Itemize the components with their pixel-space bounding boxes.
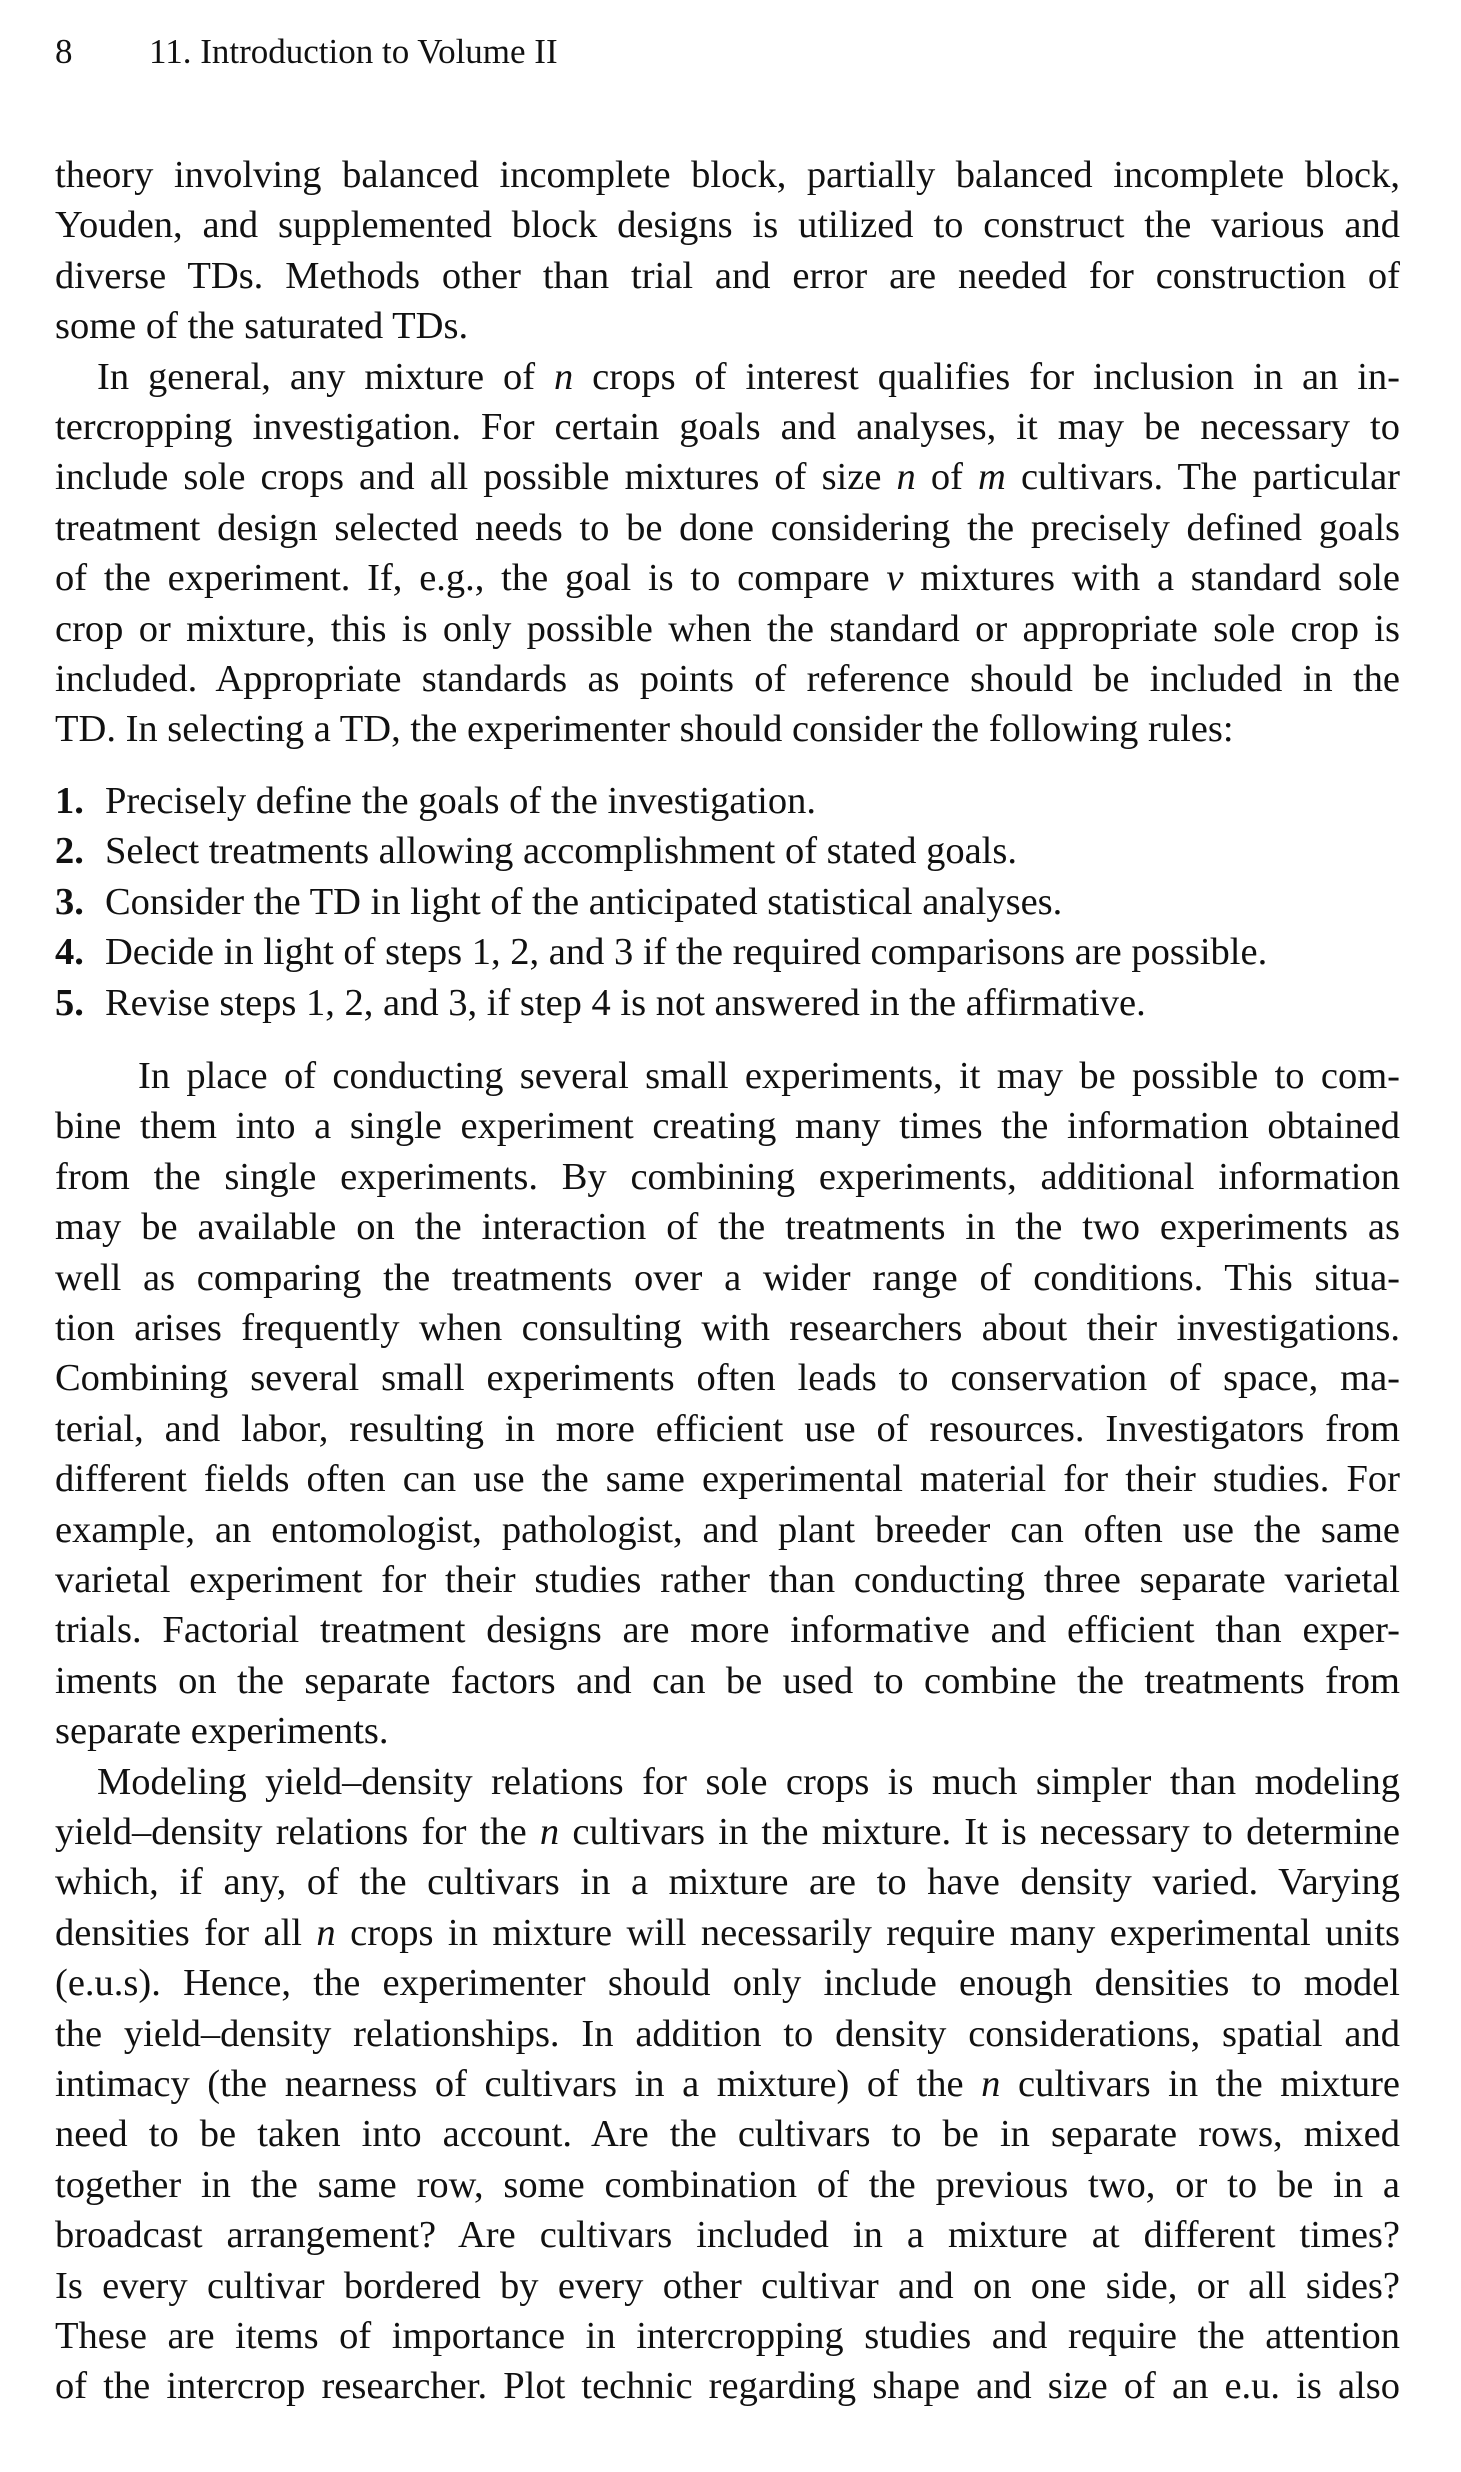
paragraph-td-construction <box>55 150 1400 352</box>
step-text: Select treatments allowing accomplishment of stated goals. <box>105 830 1017 873</box>
text-line: theory involving balanced incomplete block, partially balanced incomplete block, <box>55 154 1400 196</box>
step-text: Consider the TD in light of the anticipated statistical analyses. <box>105 880 1063 923</box>
step-text: Decide in light of steps 1, 2, and 3 if the required comparisons are possible. <box>105 931 1268 974</box>
text-line: yield–density relations for the n cultivars in the mixture. It is necessary to determine <box>55 1811 1400 1853</box>
text-line: include sole crops and all possible mixtures of size n of m cultivars. The particular <box>55 456 1400 499</box>
text-line: separate experiments. <box>55 1710 389 1753</box>
step-number: 3. <box>55 880 84 923</box>
text-line: bine them into a single experiment creating many times the information obtained <box>55 1105 1400 1148</box>
text-line: iments on the separate factors and can be used to combine the treatments from <box>55 1659 1400 1702</box>
page-number: 8 <box>55 32 73 71</box>
text-line: may be available on the interaction of the treatments in the two experiments as <box>55 1206 1400 1249</box>
text-line: Is every cultivar bordered by every other cultivar and on one side, or all sides? <box>55 2264 1400 2307</box>
paragraph-mixture-inclusion <box>55 352 1400 755</box>
text-line: Modeling yield–density relations for sole crops is much simpler than modeling <box>97 1760 1400 1803</box>
text-line: TD. In selecting a TD, the experimenter should consider the following rules: <box>55 708 1234 751</box>
text-line: different fields often can use the same experimental material for their studies. For <box>55 1458 1400 1501</box>
text-line: broadcast arrangement? Are cultivars included in a mixture at different times? <box>55 2214 1400 2257</box>
paragraph-yield-density <box>55 1757 1400 2412</box>
rules-list-item <box>55 877 1400 927</box>
text-line: diverse TDs. Methods other than trial and error are needed for construction of <box>55 254 1400 297</box>
text-line: of the experiment. If, e.g., the goal is to compare v mixtures with a standard sole <box>55 557 1400 600</box>
text-line: These are items of importance in intercropping studies and require the attention <box>55 2315 1400 2358</box>
rules-list-item <box>55 826 1400 876</box>
book-page <box>55 28 1400 2412</box>
text-line: In place of conducting several small experiments, it may be possible to com- <box>138 1054 1400 1097</box>
step-number: 1. <box>55 779 84 822</box>
rules-list-item <box>55 776 1400 826</box>
step-text: Revise steps 1, 2, and 3, if step 4 is not answered in the affirmative. <box>105 981 1146 1024</box>
text-line: densities for all n crops in mixture will necessarily require many experimental units <box>55 1911 1400 1954</box>
paragraph-combining-experiments <box>55 1051 1400 1757</box>
step-number: 5. <box>55 981 84 1024</box>
text-line: terial, and labor, resulting in more efficient use of resources. Investigators from <box>55 1407 1400 1450</box>
text-line: In general, any mixture of n crops of interest qualifies for inclusion in an in- <box>97 355 1400 398</box>
step-text: Precisely define the goals of the investigation. <box>105 779 816 822</box>
rules-list <box>55 776 1400 1028</box>
text-line: the yield–density relationships. In addition to density considerations, spatial and <box>55 2012 1400 2055</box>
text-line: varietal experiment for their studies rather than conducting three separate varietal <box>55 1558 1400 1601</box>
text-line: included. Appropriate standards as points of reference should be included in the <box>55 658 1400 701</box>
running-head <box>55 28 1400 76</box>
text-line: trials. Factorial treatment designs are more informative and efficient than exper- <box>55 1609 1400 1652</box>
text-line: intimacy (the nearness of cultivars in a mixture) of the n cultivars in the mixture <box>55 2063 1400 2106</box>
text-line: treatment design selected needs to be done considering the precisely defined goals <box>55 506 1400 549</box>
text-line: well as comparing the treatments over a wider range of conditions. This situa- <box>55 1256 1400 1299</box>
body-text <box>55 150 1400 2412</box>
text-line: which, if any, of the cultivars in a mixture are to have density varied. Varying <box>55 1861 1400 1904</box>
text-line: example, an entomologist, pathologist, and plant breeder can often use the same <box>55 1508 1400 1551</box>
text-line: Combining several small experiments often leads to conservation of space, ma- <box>55 1357 1400 1400</box>
rules-list-item <box>55 978 1400 1028</box>
text-line: Youden, and supplemented block designs is utilized to construct the various and <box>55 204 1400 247</box>
text-line: need to be taken into account. Are the cultivars to be in separate rows, mixed <box>55 2113 1400 2156</box>
text-line: tercropping investigation. For certain goals and analyses, it may be necessary to <box>55 406 1400 449</box>
step-number: 4. <box>55 931 84 974</box>
step-number: 2. <box>55 830 84 873</box>
text-line: of the intercrop researcher. Plot technic regarding shape and size of an e.u. is also <box>55 2365 1400 2408</box>
text-line: from the single experiments. By combining experiments, additional information <box>55 1155 1400 1198</box>
text-line: together in the same row, some combination of the previous two, or to be in a <box>55 2163 1400 2206</box>
text-line: (e.u.s). Hence, the experimenter should only include enough densities to model <box>55 1962 1400 2005</box>
rules-list-item <box>55 927 1400 977</box>
text-line: tion arises frequently when consulting with researchers about their investigations. <box>55 1306 1400 1349</box>
text-line: crop or mixture, this is only possible when the standard or appropriate sole crop is <box>55 607 1400 650</box>
chapter-title: 11. Introduction to Volume II <box>149 32 558 71</box>
text-line: some of the saturated TDs. <box>55 305 469 348</box>
